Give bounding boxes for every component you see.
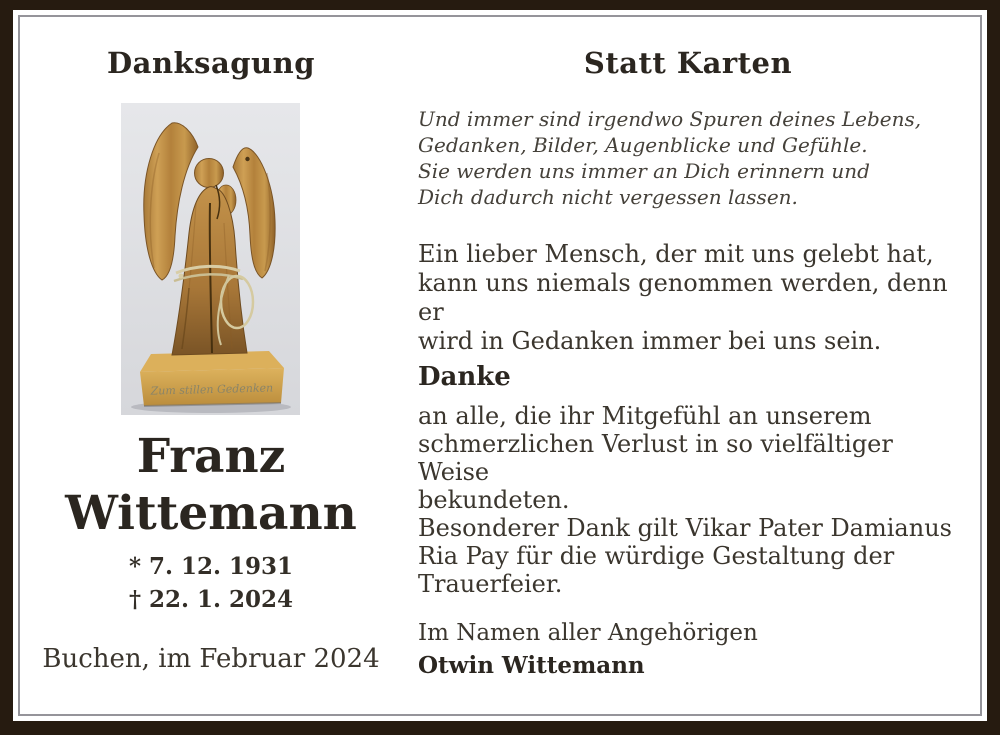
- memorial-photo: [121, 103, 300, 415]
- poem-line: Sie werden uns immer an Dich erinnern und: [418, 159, 870, 183]
- left-column: [41, 10, 381, 721]
- thanks-line: bekundeten.: [418, 486, 570, 514]
- deceased-name: [41, 428, 381, 542]
- poem-line: Gedanken, Bilder, Augenblicke und Gefühle.: [418, 133, 868, 157]
- thanks-line: Trauerfeier.: [418, 570, 563, 598]
- danke-heading: Danke: [418, 362, 511, 392]
- birth-date: * 7. 12. 1931: [128, 553, 294, 580]
- memorial-poem: [418, 106, 921, 210]
- obituary-card: [13, 10, 987, 721]
- signature: Otwin Wittemann: [418, 652, 645, 679]
- thanks-line: Besonderer Dank gilt Vikar Pater Damianus: [418, 514, 952, 542]
- poem-line: Dich dadurch nicht vergessen lassen.: [418, 185, 798, 209]
- right-column: [418, 10, 958, 721]
- angel-sculpture-illustration: [121, 103, 300, 415]
- thanks-line: Ria Pay für die würdige Gestaltung der: [418, 542, 895, 570]
- tribute-paragraph: [418, 240, 958, 356]
- tribute-line: wird in Gedanken immer bei uns sein.: [418, 327, 882, 355]
- tribute-line: Ein lieber Mensch, der mit uns gelebt hat,: [418, 240, 934, 268]
- sculpture-base: [140, 351, 284, 406]
- place-date-line: Buchen, im Februar 2024: [42, 644, 380, 674]
- thanks-line: schmerzlichen Verlust in so vielfältiger Weise: [418, 430, 893, 486]
- thanks-line: an alle, die ihr Mitgefühl an unserem: [418, 402, 872, 430]
- death-date: † 22. 1. 2024: [128, 586, 294, 613]
- base-engraving: Zum stillen Gedenken: [150, 381, 274, 398]
- deceased-last-name: Wittemann: [65, 486, 357, 541]
- poem-line: Und immer sind irgendwo Spuren deines Lebens,: [418, 107, 922, 131]
- life-dates: [41, 550, 381, 616]
- deceased-first-name: Franz: [136, 429, 286, 484]
- closing-line: Im Namen aller Angehörigen: [418, 620, 758, 646]
- thanks-paragraph: [418, 402, 958, 598]
- tribute-line: kann uns niemals genommen werden, denn er: [418, 269, 948, 326]
- left-heading: Danksagung: [107, 46, 315, 80]
- right-heading: Statt Karten: [583, 46, 793, 80]
